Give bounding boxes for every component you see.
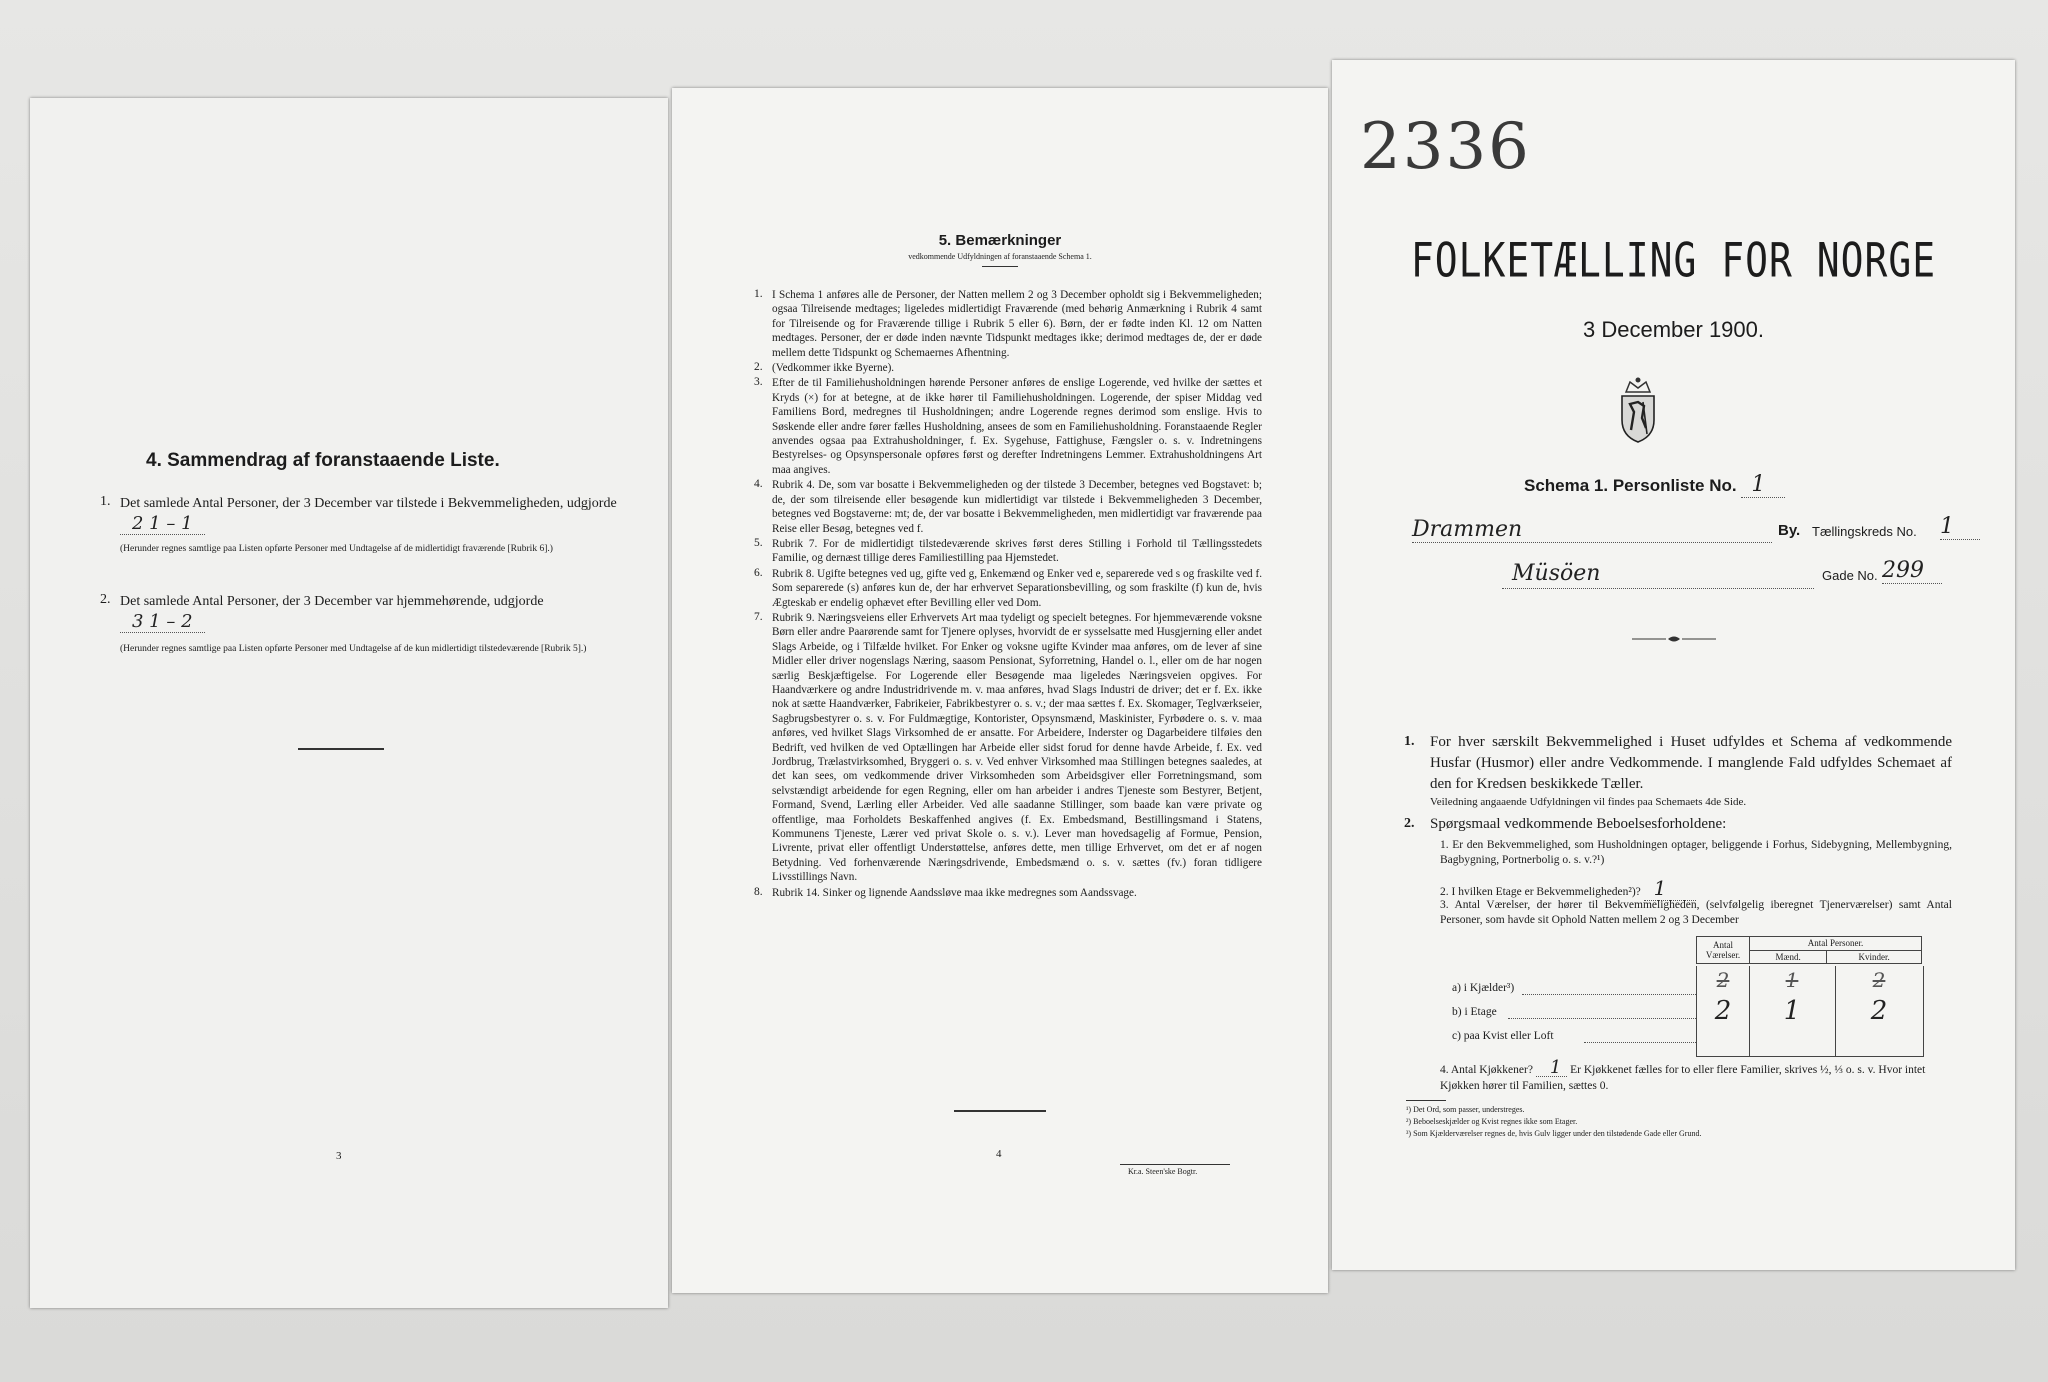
remark-number: 4. [754, 478, 763, 491]
district-number: 1 [1940, 514, 1980, 540]
remark-item [754, 611, 1262, 885]
remark-item [754, 567, 1262, 610]
remark-number: 1. [754, 288, 763, 300]
question-4-rest: Er Kjøkkenet fælles for to eller flere Familier, skrives ½, ⅓ o. s. v. Hvor intet Kjøkken hører til Familien, sættes 0. [1440, 1064, 1926, 1092]
page-cover [1332, 60, 2015, 1270]
remark-text: Rubrik 4. De, som var bosatte i Bekvemmeligheden og der tilstede 3 December, betegnes ved Bogstavet: b; de, der som tilreisende eller besøgende kun midlertidigt var tilstede i Bekvemmeligheden 3 December, betegnes ved Bogstaverne: mt; de, der var bosatte i Bekvemmeligheden, men midlertidigt var fraværende paa Reise eller Besøg, betegnes ved f. [772, 479, 1262, 535]
item1-text: Det samlede Antal Personer, der 3 December var tilstede i Bekvemmeligheden, udgjorde [120, 496, 617, 511]
remark-number: 6. [754, 566, 763, 579]
remark-text: Rubrik 7. For de midlertidigt tilstedeværende skrives først deres Stilling i Forhold til Tællingsstedets Familie, og dernæst tillige deres Familiestilling paa Hjemstedet. [772, 537, 1262, 565]
footnotes [1406, 1104, 1946, 1140]
item1-number: 1. [100, 494, 111, 509]
city-field [1412, 516, 1772, 543]
question-4-text: 4. Antal Kjøkkener? [1440, 1064, 1533, 1076]
row-label-basement: a) i Kjælder³) [1452, 982, 1515, 994]
remark-number: 8. [754, 885, 763, 898]
dotted-leader [1584, 1042, 1696, 1043]
divider [298, 748, 384, 750]
remark-number: 3. [754, 376, 763, 389]
instruction-1-note: Veiledning angaaende Udfyldningen vil findes paa Schemaets 4de Side. [1430, 796, 1747, 808]
footnote-2: ²) Beboelseskjælder og Kvist regnes ikke som Etager. [1406, 1117, 1578, 1126]
street-value: Müsöen [1512, 561, 1601, 586]
remark-text: (Vedkommer ikke Byerne). [772, 362, 895, 375]
question-2-text: 2. I hvilken Etage er Bekvemmeligheden²)? [1440, 886, 1641, 898]
summary-item-1 [120, 494, 620, 536]
schema-label-text: Schema 1. Personliste No. [1524, 476, 1737, 495]
subtitle-rule [982, 266, 1018, 267]
dotted-leader [1522, 994, 1696, 995]
header-persons: Antal Personer. [1750, 937, 1922, 951]
census-title: FOLKETÆLLING FOR NORGE [1410, 232, 1937, 288]
row-label-floor: b) i Etage [1452, 1006, 1497, 1018]
remark-number: 2. [754, 361, 763, 374]
question-1: 1. Er den Bekvemmelighed, som Husholdningen optager, beliggende i Forhus, Sidebygning, Mellembygning, Bagbygning, Portnerbolig o. s. v.?¹) [1440, 839, 1952, 866]
remarks-list [754, 288, 1262, 901]
cell-basement-women: 2 [1872, 968, 1886, 992]
remark-text: Efter de til Familiehusholdningen hørende Personer anføres de enslige Logerende, ved hvilke der sættes et Kryds (×) for at betegne, at de ikke hører til Familiehusholdningen. Logerende, der spiser Middag ved Familiens Bord, medregnes til Husholdningen; andre Logerende regnes derimod som enslige. Hvis to Søskende eller andre fører fælles Husholdning, ansees de som en Familiehusholdning. Foranstaaende Regler anvendes ogsaa paa Extrahusholdninger, f. Ex. Sygehuse, Fattighuse, Fængsler o. s. v. Indretningens Bestyrelses- og Opsynspersonale opføres først og derefter Indretningens Lemmer. Extrahusholdningens Art maa angives. [772, 377, 1262, 476]
footnote-1: ¹) Det Ord, som passer, understreges. [1406, 1105, 1525, 1114]
footnote-rule [1406, 1100, 1446, 1101]
remarks-subtitle: vedkommende Udfyldningen af foranstaaende Schema 1. [908, 252, 1092, 261]
cell-floor-women: 2 [1870, 996, 1888, 1026]
room-person-table [1696, 936, 1922, 964]
question-3: 3. Antal Værelser, der hører til Bekvemmeligheden, (selvfølgelig iberegnet Tjenerværelser) samt Antal Personer, som havde sit Ophold Natten mellem 2 og 3 December [1440, 899, 1952, 926]
remark-text: I Schema 1 anføres alle de Personer, der Natten mellem 2 og 3 December opholdt sig i Bekvemmeligheden; ogsaa Tilreisende medtages; ligeledes midlertidigt Fraværende (med behørig Anmærkning i Rubrik 4 samt for Tilreisende og for Fraværende tillige i Rubrik 5 eller 6). Børn, der er fødte inden Kl. 12 om Natten medtages. Personer, der er døde inden nævnte Tidspunkt medtages ikke; derimod medtages de, der er døde mellem dette Tidspunkt og Schemaernes Afhentning. [772, 289, 1262, 359]
footnote-3: ³) Som Kjælderværelser regnes de, hvis Gulv ligger under den tilstødende Gade eller Grund. [1406, 1129, 1702, 1138]
printer-rule [1120, 1164, 1230, 1165]
summary-item-2 [120, 592, 620, 634]
schema-label [1524, 472, 1785, 498]
cell-basement-rooms: 2 [1716, 968, 1730, 992]
question-2-answer: 1 [1644, 876, 1697, 901]
question-4-answer: 1 [1536, 1060, 1567, 1077]
ornament-divider-icon [1632, 634, 1716, 644]
summary-title: 4. Sammendrag af foranstaaende Liste. [146, 450, 500, 471]
instruction-1: For hver særskilt Bekvemmelighed i Huset udfyldes et Schema af vedkommende Husfar (Husmor) eller andre Vedkommende. I manglende Fald udfyldes Schemaet af den for Kredsen beskikkede Tæller. [1430, 734, 1952, 792]
remarks-title: 5. Bemærkninger [938, 232, 1062, 249]
printer-imprint: Kr.a. Steen'ske Bogtr. [1128, 1167, 1198, 1176]
header-men: Mænd. [1750, 950, 1827, 964]
item2-number: 2. [100, 592, 111, 607]
header-women: Kvinder. [1827, 950, 1922, 964]
dotted-leader [1508, 1018, 1696, 1019]
item1-values: 2 1 – 1 [120, 514, 205, 535]
by-label: By. [1778, 522, 1801, 539]
divider [954, 1110, 1046, 1112]
remark-text: Rubrik 14. Sinker og lignende Aandssløve maa ikke medregnes som Aandssvage. [772, 886, 1137, 899]
item1-note: (Herunder regnes samtlige paa Listen opførte Personer med Undtagelse af de midlertidigt fraværende [Rubrik 6].) [120, 544, 553, 554]
table-body [1696, 966, 1924, 1057]
question-4 [1440, 1057, 1952, 1094]
remark-item [754, 376, 1262, 477]
coat-of-arms-icon [1616, 376, 1660, 446]
remark-number: 5. [754, 536, 763, 549]
remark-item [754, 886, 1262, 900]
page-number-4: 4 [996, 1148, 1002, 1160]
district-label: Tællingskreds No. [1812, 524, 1917, 539]
page-summary [30, 98, 668, 1308]
instr1-number: 1. [1404, 734, 1415, 749]
remark-number: 7. [754, 610, 763, 623]
item2-note: (Herunder regnes samtlige paa Listen opførte Personer med Undtagelse af de kun midlertidigt tilstedeværende [Rubrik 5].) [120, 644, 587, 654]
street-label: Gade No. [1822, 568, 1878, 583]
row-label-attic: c) paa Kvist eller Loft [1452, 1030, 1554, 1042]
remark-item [754, 361, 1262, 375]
page-remarks [672, 88, 1328, 1293]
header-rooms: Antal Værelser. [1697, 937, 1750, 964]
remark-item [754, 537, 1262, 566]
instruction-2: Spørgsmaal vedkommende Beboelsesforholdene: [1430, 816, 1727, 832]
remark-item [754, 478, 1262, 536]
instr2-number: 2. [1404, 816, 1415, 831]
remark-item [754, 288, 1262, 360]
item2-values: 3 1 – 2 [120, 612, 205, 633]
census-date: 3 December 1900. [1583, 317, 1764, 342]
remark-text: Rubrik 8. Ugifte betegnes ved ug, gifte ved g, Enkemænd og Enker ved e, separerede ved s og fraskilte ved f. Som separerede (s) anføres kun de, der har erhvervet Separationsbevilling, og som fraskilte (f) kun de, hvis Ægteskab er endelig ophævet efter Bevilling eller ved Dom. [772, 567, 1262, 609]
street-field [1502, 560, 1814, 589]
cell-basement-men: 1 [1785, 968, 1799, 992]
remark-text: Rubrik 9. Næringsveiens eller Erhvervets Art maa tydeligt og specielt betegnes. For hjemmeværende voksne Børn eller andre Paarørende samt for Tjenere oplyses, hvorvidt de er sysselsatte med Husgjerning eller andet Slags Arbeide, og i Tilfælde hvilket. For Enker og voksne ugifte Kvinder maa anføres, om de lever af sine Midler eller driver nogenslags Næring, saasom Pensionat, Syforretning, Handel o. l., eller om de har nogen særlig Beskjæftigelse. For Logerende eller Besøgende maa ligeledes Næringsveien opgives. For Haandværkere og andre Industridrivende m. v. maa anføres, hvad Slags Industri de driver; det er f. Ex. ikke nok at sætte Haandværker, Fabrikeier, Fabrikbestyrer o. s. v.; der maa sættes f. Ex. Skomager, Teglværkseier, Sagbrugsbestyrer o. s. v. For Fuldmægtige, Kontorister, Opsynsmænd, Maskinister, Fyrbødere o. s. v. maa anføres, ved hvilket Slags Virksomhed de er ansatte. For Arbeidere, Inderster og Dagarbeidere tilføies den Bedrift, ved hvilken de ved Optællingen har Arbeide eller sidst forud for denne havde Arbeide, f. Ex. ved Jordbrug, Trælastvirksomhed, Bryggeri o. s. v. Ved enhver Virksomhed maa Stillingen betegnes saaledes, at det kan sees, om vedkommende driver Virksomheden som Arbeidsgiver eller Forretningsmand, som selvstændigt arbeidende for egen Regning, eller om han arbeider i andres Tjeneste som Bestyrer, Betjent, Formand, Svend, Lærling eller Arbeider. Ved alle saadanne Stillinger, som baade kan være private og offentlige, maa Forholdets Beskaffenhed angives (f. Ex. Embedsmand, Bestillingsmand i Statens, Kommunens Tjeneste, Lærer ved privat Skole o. s. v.). Lever man hovedsagelig af Formue, Pension, Livrente, privat eller offentligt Understøttelse, anføres dette, men tillige Erhvervet, om det er af nogen Betydning. Ved forhenværende Næringsdrivende, Embedsmænd o. s. v. sættes (fv.) foran tidligere Livsstillings Navn. [772, 611, 1262, 884]
cell-floor-rooms: 2 [1714, 996, 1732, 1026]
page-number-3: 3 [336, 1150, 342, 1162]
cell-floor-men: 1 [1783, 996, 1801, 1026]
street-number: 299 [1882, 558, 1942, 584]
city-value: Drammen [1412, 517, 1523, 542]
item2-text: Det samlede Antal Personer, der 3 December var hjemmehørende, udgjorde [120, 594, 544, 609]
archive-number: 2336 [1360, 110, 1531, 184]
schema-number: 1 [1741, 472, 1785, 498]
